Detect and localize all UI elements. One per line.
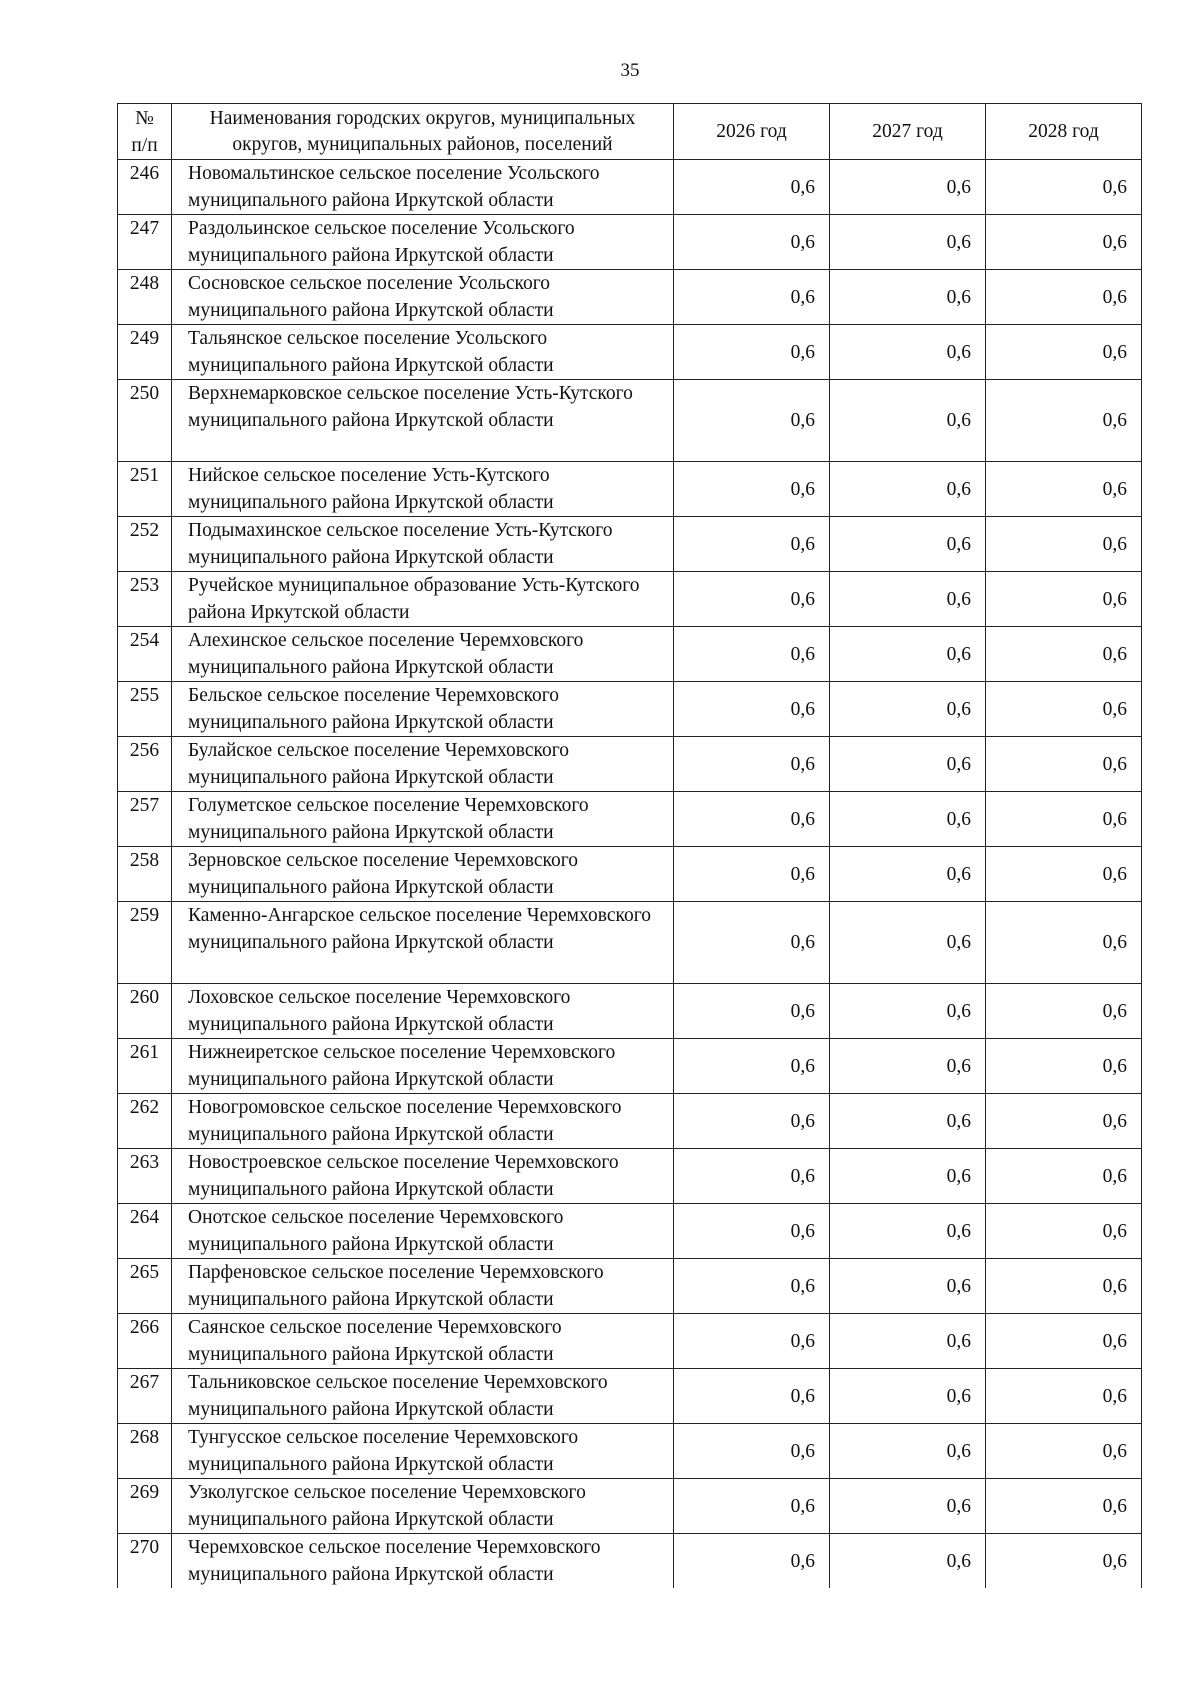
row-value-2027-cell: 0,6 (830, 1314, 986, 1369)
row-value-2028-cell: 0,6 (986, 1204, 1142, 1259)
row-value-2026-cell: 0,6 (674, 984, 830, 1039)
row-value-2026-cell: 0,6 (674, 627, 830, 682)
row-value-2027-cell: 0,6 (830, 160, 986, 215)
row-number-cell: 250 (118, 380, 172, 462)
table-row (118, 1149, 1142, 1204)
row-value-2028-cell: 0,6 (986, 627, 1142, 682)
row-number-cell: 246 (118, 160, 172, 215)
row-value-2028-cell: 0,6 (986, 1314, 1142, 1369)
row-name-cell: Булайское сельское поселение Черемховского муниципального района Иркутской области (172, 737, 674, 792)
row-value-2028-cell: 0,6 (986, 325, 1142, 380)
row-number-cell: 258 (118, 847, 172, 902)
row-value-2026-cell: 0,6 (674, 215, 830, 270)
row-value-2026-cell: 0,6 (674, 1259, 830, 1314)
row-value-2028-cell: 0,6 (986, 847, 1142, 902)
row-value-2028-cell: 0,6 (986, 462, 1142, 517)
row-name-cell: Онотское сельское поселение Черемховского муниципального района Иркутской области (172, 1204, 674, 1259)
table-row (118, 847, 1142, 902)
row-value-2026-cell: 0,6 (674, 792, 830, 847)
header-number-symbol: № (135, 107, 154, 129)
table-row (118, 380, 1142, 462)
row-value-2028-cell: 0,6 (986, 1479, 1142, 1534)
row-name-cell: Зерновское сельское поселение Черемховского муниципального района Иркутской области (172, 847, 674, 902)
row-value-2026-cell: 0,6 (674, 1534, 830, 1589)
row-value-2028-cell: 0,6 (986, 1039, 1142, 1094)
row-value-2026-cell: 0,6 (674, 1314, 830, 1369)
row-name-cell: Ручейское муниципальное образование Усть-Кутского района Иркутской области (172, 572, 674, 627)
row-value-2027-cell: 0,6 (830, 1204, 986, 1259)
row-value-2028-cell: 0,6 (986, 1424, 1142, 1479)
row-value-2027-cell: 0,6 (830, 1424, 986, 1479)
row-name-cell: Саянское сельское поселение Черемховского муниципального района Иркутской области (172, 1314, 674, 1369)
row-value-2026-cell: 0,6 (674, 517, 830, 572)
table-row (118, 1094, 1142, 1149)
row-value-2026-cell: 0,6 (674, 1204, 830, 1259)
row-value-2027-cell: 0,6 (830, 572, 986, 627)
row-value-2027-cell: 0,6 (830, 1479, 986, 1534)
row-value-2028-cell: 0,6 (986, 1369, 1142, 1424)
row-name-cell: Новостроевское сельское поселение Черемховского муниципального района Иркутской области (172, 1149, 674, 1204)
row-value-2027-cell: 0,6 (830, 215, 986, 270)
row-number-cell: 259 (118, 902, 172, 984)
row-name-cell: Парфеновское сельское поселение Черемховского муниципального района Иркутской области (172, 1259, 674, 1314)
row-name-cell: Черемховское сельское поселение Черемховского муниципального района Иркутской области (172, 1534, 674, 1589)
page-number: 35 (620, 60, 640, 81)
row-value-2028-cell: 0,6 (986, 380, 1142, 462)
row-value-2026-cell: 0,6 (674, 270, 830, 325)
row-number-cell: 266 (118, 1314, 172, 1369)
row-value-2027-cell: 0,6 (830, 1094, 986, 1149)
row-name-cell: Алехинское сельское поселение Черемховского муниципального района Иркутской области (172, 627, 674, 682)
row-value-2027-cell: 0,6 (830, 792, 986, 847)
row-value-2026-cell: 0,6 (674, 572, 830, 627)
table-row (118, 1369, 1142, 1424)
table-row (118, 984, 1142, 1039)
row-number-cell: 265 (118, 1259, 172, 1314)
row-name-cell: Узколугское сельское поселение Черемховского муниципального района Иркутской области (172, 1479, 674, 1534)
data-table (117, 103, 1142, 1588)
row-number-cell: 268 (118, 1424, 172, 1479)
header-number-abbr: п/п (131, 134, 158, 156)
row-number-cell: 267 (118, 1369, 172, 1424)
row-name-cell: Тунгусское сельское поселение Черемховского муниципального района Иркутской области (172, 1424, 674, 1479)
row-name-cell: Голуметское сельское поселение Черемховского муниципального района Иркутской области (172, 792, 674, 847)
row-number-cell: 261 (118, 1039, 172, 1094)
row-value-2026-cell: 0,6 (674, 325, 830, 380)
table-row (118, 215, 1142, 270)
row-number-cell: 247 (118, 215, 172, 270)
table-row (118, 1039, 1142, 1094)
row-name-cell: Лоховское сельское поселение Черемховского муниципального района Иркутской области (172, 984, 674, 1039)
row-name-cell: Новомальтинское сельское поселение Усольского муниципального района Иркутской области (172, 160, 674, 215)
row-number-cell: 251 (118, 462, 172, 517)
table-row (118, 1424, 1142, 1479)
row-value-2027-cell: 0,6 (830, 902, 986, 984)
row-value-2027-cell: 0,6 (830, 270, 986, 325)
table-row (118, 270, 1142, 325)
row-value-2028-cell: 0,6 (986, 1534, 1142, 1589)
row-value-2026-cell: 0,6 (674, 1149, 830, 1204)
row-name-cell: Тальянское сельское поселение Усольского муниципального района Иркутской области (172, 325, 674, 380)
row-value-2026-cell: 0,6 (674, 847, 830, 902)
row-number-cell: 269 (118, 1479, 172, 1534)
row-value-2028-cell: 0,6 (986, 737, 1142, 792)
row-value-2028-cell: 0,6 (986, 270, 1142, 325)
row-name-cell: Нийское сельское поселение Усть-Кутского муниципального района Иркутской области (172, 462, 674, 517)
row-value-2026-cell: 0,6 (674, 1424, 830, 1479)
row-value-2026-cell: 0,6 (674, 160, 830, 215)
row-value-2027-cell: 0,6 (830, 325, 986, 380)
table-row (118, 1204, 1142, 1259)
row-number-cell: 263 (118, 1149, 172, 1204)
row-value-2027-cell: 0,6 (830, 1039, 986, 1094)
table-row (118, 325, 1142, 380)
table-row (118, 627, 1142, 682)
row-name-cell: Каменно-Ангарское сельское поселение Черемховского муниципального района Иркутской области (172, 902, 674, 984)
row-number-cell: 257 (118, 792, 172, 847)
row-value-2027-cell: 0,6 (830, 1369, 986, 1424)
row-name-cell: Раздольинское сельское поселение Усольского муниципального района Иркутской области (172, 215, 674, 270)
row-value-2028-cell: 0,6 (986, 1094, 1142, 1149)
row-value-2026-cell: 0,6 (674, 1369, 830, 1424)
table-row (118, 737, 1142, 792)
row-value-2026-cell: 0,6 (674, 1094, 830, 1149)
row-name-cell: Новогромовское сельское поселение Черемховского муниципального района Иркутской области (172, 1094, 674, 1149)
row-value-2028-cell: 0,6 (986, 517, 1142, 572)
header-row (118, 104, 1142, 160)
table-row (118, 682, 1142, 737)
header-name-column: Наименования городских округов, муниципальных округов, муниципальных районов, поселений (172, 104, 674, 160)
row-value-2026-cell: 0,6 (674, 380, 830, 462)
row-number-cell: 262 (118, 1094, 172, 1149)
row-name-cell: Сосновское сельское поселение Усольского муниципального района Иркутской области (172, 270, 674, 325)
row-value-2027-cell: 0,6 (830, 984, 986, 1039)
row-number-cell: 264 (118, 1204, 172, 1259)
row-value-2028-cell: 0,6 (986, 215, 1142, 270)
row-value-2027-cell: 0,6 (830, 380, 986, 462)
table-row (118, 1479, 1142, 1534)
table-row (118, 572, 1142, 627)
table-row (118, 462, 1142, 517)
table-body (118, 160, 1142, 1589)
row-value-2026-cell: 0,6 (674, 737, 830, 792)
row-value-2028-cell: 0,6 (986, 1259, 1142, 1314)
table-row (118, 1259, 1142, 1314)
row-value-2027-cell: 0,6 (830, 627, 986, 682)
row-number-cell: 249 (118, 325, 172, 380)
row-name-cell: Подымахинское сельское поселение Усть-Кутского муниципального района Иркутской области (172, 517, 674, 572)
row-number-cell: 255 (118, 682, 172, 737)
row-number-cell: 252 (118, 517, 172, 572)
row-name-cell: Тальниковское сельское поселение Черемховского муниципального района Иркутской области (172, 1369, 674, 1424)
header-year-2026: 2026 год (674, 104, 830, 160)
row-value-2026-cell: 0,6 (674, 1039, 830, 1094)
row-number-cell: 270 (118, 1534, 172, 1589)
row-value-2026-cell: 0,6 (674, 1479, 830, 1534)
row-value-2027-cell: 0,6 (830, 1534, 986, 1589)
table-row (118, 792, 1142, 847)
header-year-2028: 2028 год (986, 104, 1142, 160)
table-header (118, 104, 1142, 160)
row-value-2028-cell: 0,6 (986, 984, 1142, 1039)
row-value-2028-cell: 0,6 (986, 572, 1142, 627)
row-value-2027-cell: 0,6 (830, 737, 986, 792)
row-value-2028-cell: 0,6 (986, 682, 1142, 737)
row-number-cell: 254 (118, 627, 172, 682)
row-value-2026-cell: 0,6 (674, 682, 830, 737)
row-value-2028-cell: 0,6 (986, 160, 1142, 215)
row-value-2027-cell: 0,6 (830, 1149, 986, 1204)
table-row (118, 902, 1142, 984)
row-number-cell: 256 (118, 737, 172, 792)
table-row (118, 1314, 1142, 1369)
header-year-2027: 2027 год (830, 104, 986, 160)
header-number-column (118, 104, 172, 160)
row-value-2026-cell: 0,6 (674, 902, 830, 984)
row-value-2028-cell: 0,6 (986, 902, 1142, 984)
row-value-2027-cell: 0,6 (830, 517, 986, 572)
row-name-cell: Нижнеиретское сельское поселение Черемховского муниципального района Иркутской области (172, 1039, 674, 1094)
table-row (118, 517, 1142, 572)
table-row (118, 160, 1142, 215)
row-value-2027-cell: 0,6 (830, 847, 986, 902)
row-value-2026-cell: 0,6 (674, 462, 830, 517)
row-number-cell: 248 (118, 270, 172, 325)
row-number-cell: 253 (118, 572, 172, 627)
row-name-cell: Бельское сельское поселение Черемховского муниципального района Иркутской области (172, 682, 674, 737)
row-value-2027-cell: 0,6 (830, 682, 986, 737)
row-value-2028-cell: 0,6 (986, 1149, 1142, 1204)
row-name-cell: Верхнемарковское сельское поселение Усть-Кутского муниципального района Иркутской области (172, 380, 674, 462)
table-row (118, 1534, 1142, 1589)
row-value-2027-cell: 0,6 (830, 1259, 986, 1314)
row-number-cell: 260 (118, 984, 172, 1039)
row-value-2027-cell: 0,6 (830, 462, 986, 517)
row-value-2028-cell: 0,6 (986, 792, 1142, 847)
